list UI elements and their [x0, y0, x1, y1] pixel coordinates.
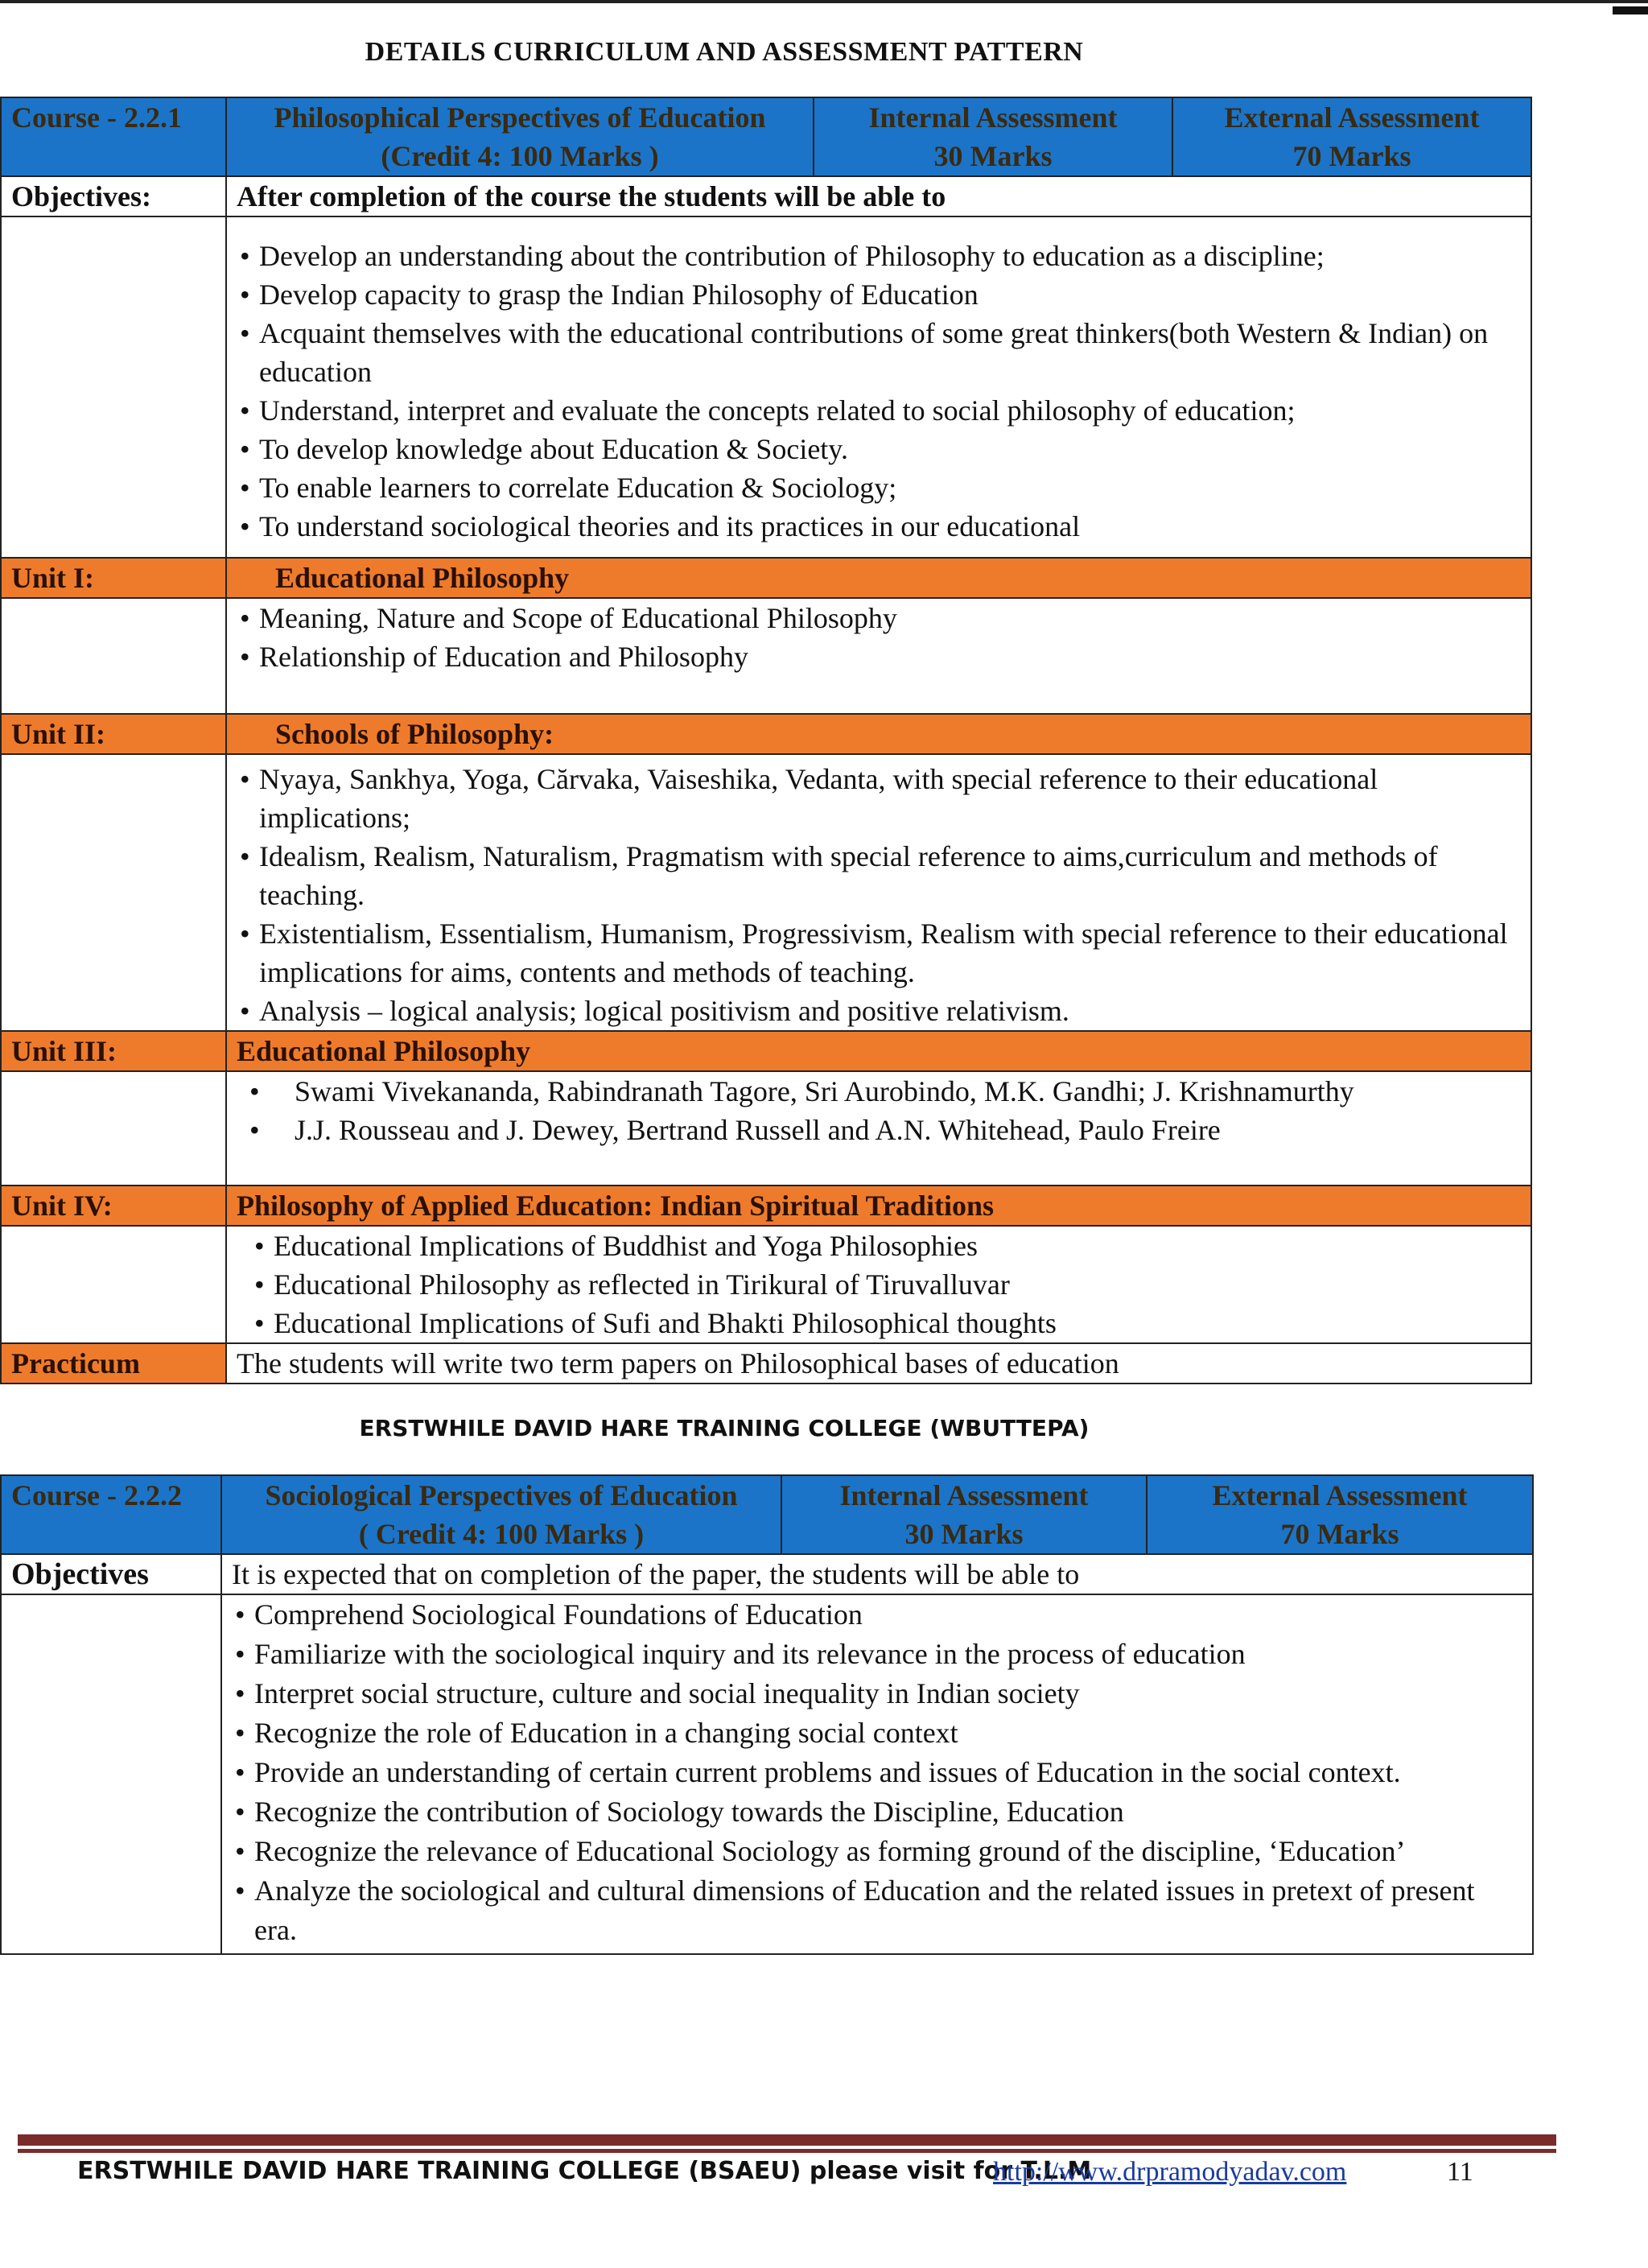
list-item: • Recognize the role of Education in a changing social context	[232, 1713, 1522, 1753]
unit-title: Educational Philosophy	[226, 558, 1531, 598]
list-item: • Interpret social structure, culture and social inequality in Indian society	[232, 1674, 1522, 1713]
unit-label: Unit I:	[1, 558, 226, 598]
list-item: • Recognize the contribution of Sociology towards the Discipline, Education	[232, 1792, 1522, 1832]
course-code: Course - 2.2.1	[1, 97, 226, 176]
list-item: • Idealism, Realism, Naturalism, Pragmatism with special reference to aims,curriculum and methods of teaching.	[237, 837, 1521, 914]
objectives-list	[237, 237, 1521, 546]
objectives-list	[232, 1595, 1522, 1950]
list-item: • Develop an understanding about the contribution of Philosophy to education as a discipline;	[237, 237, 1521, 275]
footer-rule-thin	[18, 2149, 1556, 2153]
objectives-label: Objectives:	[1, 176, 226, 216]
list-item: • Existentialism, Essentialism, Humanism, Progressivism, Realism with special reference to their educational implications for aims, contents and methods of teaching.	[237, 914, 1521, 992]
unit-3-row	[1, 1031, 1531, 1071]
page-number: 11	[1447, 2157, 1473, 2187]
internal-assessment: Internal Assessment 30 Marks	[814, 97, 1172, 176]
objectives-list-row	[1, 1594, 1533, 1954]
unit-1-row	[1, 558, 1531, 598]
top-rule	[0, 0, 1648, 3]
unit-3-items	[237, 1072, 1521, 1149]
list-item: • Analyze the sociological and cultural dimensions of Education and the related issues in pretext of present era.	[232, 1871, 1522, 1950]
unit-2-items	[237, 760, 1521, 1030]
list-item: • To understand sociological theories and its practices in our educational	[237, 507, 1521, 546]
unit-4-row	[1, 1186, 1531, 1226]
practicum-label: Practicum	[1, 1343, 226, 1383]
list-item: • Familiarize with the sociological inquiry and its relevance in the process of education	[232, 1635, 1522, 1674]
unit-4-items	[237, 1227, 1521, 1342]
course-1-table	[0, 97, 1532, 1384]
page-title: DETAILS CURRICULUM AND ASSESSMENT PATTERN	[365, 37, 1084, 67]
list-item: • J.J. Rousseau and J. Dewey, Bertrand Russell and A.N. Whitehead, Paulo Freire	[237, 1111, 1521, 1149]
external-assessment: External Assessment 70 Marks	[1172, 97, 1531, 176]
unit-title: Educational Philosophy	[226, 1031, 1531, 1071]
practicum-row	[1, 1343, 1531, 1383]
list-item: • Meaning, Nature and Scope of Educational Philosophy	[237, 599, 1521, 637]
unit-label: Unit II:	[1, 714, 226, 754]
list-item: • Educational Implications of Buddhist and Yoga Philosophies	[251, 1227, 1521, 1265]
list-item: • Acquaint themselves with the educational contributions of some great thinkers(both Western & Indian) on education	[237, 314, 1521, 391]
unit-2-content	[1, 754, 1531, 1031]
objectives-label: Objectives	[1, 1554, 221, 1594]
college-name-divider: ERSTWHILE DAVID HARE TRAINING COLLEGE (WBUTTEPA)	[359, 1415, 1090, 1441]
course-code: Course - 2.2.2	[1, 1475, 221, 1554]
unit-4-content	[1, 1226, 1531, 1343]
unit-2-row	[1, 714, 1531, 754]
list-item: • Nyaya, Sankhya, Yoga, Cărvaka, Vaiseshika, Vedanta, with special reference to their educational implications;	[237, 760, 1521, 837]
objectives-row	[1, 176, 1531, 216]
unit-3-content	[1, 1071, 1531, 1186]
list-item: • Provide an understanding of certain current problems and issues of Education in the social context.	[232, 1753, 1522, 1792]
list-item: • Recognize the relevance of Educational Sociology as forming ground of the discipline, ‘Education’	[232, 1832, 1522, 1871]
unit-label: Unit IV:	[1, 1186, 226, 1226]
unit-title: Schools of Philosophy:	[226, 714, 1531, 754]
list-item: • Analysis – logical analysis; logical positivism and positive relativism.	[237, 992, 1521, 1030]
list-item: • Understand, interpret and evaluate the concepts related to social philosophy of education;	[237, 391, 1521, 430]
unit-1-items	[237, 599, 1521, 676]
objectives-list-row	[1, 216, 1531, 558]
list-item: • To develop knowledge about Education & Society.	[237, 430, 1521, 468]
course-1-header-row	[1, 97, 1531, 176]
objectives-intro: It is expected that on completion of the paper, the students will be able to	[221, 1554, 1533, 1594]
objectives-intro: After completion of the course the students will be able to	[226, 176, 1531, 216]
list-item: • Relationship of Education and Philosophy	[237, 637, 1521, 676]
list-item: • Develop capacity to grasp the Indian Philosophy of Education	[237, 275, 1521, 314]
footer-rule	[18, 2134, 1556, 2146]
unit-1-content	[1, 598, 1531, 714]
course-2-table	[0, 1474, 1534, 1955]
list-item: • Comprehend Sociological Foundations of Education	[232, 1595, 1522, 1635]
scan-edge-mark	[1613, 6, 1648, 14]
list-item: • Educational Implications of Sufi and Bhakti Philosophical thoughts	[251, 1304, 1521, 1342]
internal-assessment: Internal Assessment 30 Marks	[781, 1475, 1147, 1554]
list-item: • Swami Vivekananda, Rabindranath Tagore, Sri Aurobindo, M.K. Gandhi; J. Krishnamurthy	[237, 1072, 1521, 1111]
course-2-header-row	[1, 1475, 1533, 1554]
course-title: Sociological Perspectives of Education ( Credit 4: 100 Marks )	[221, 1475, 781, 1554]
external-assessment: External Assessment 70 Marks	[1147, 1475, 1533, 1554]
objectives-row	[1, 1554, 1533, 1594]
unit-label: Unit III:	[1, 1031, 226, 1071]
footer-college-text: ERSTWHILE DAVID HARE TRAINING COLLEGE (BSAEU) please visit for T.L.M	[77, 2157, 1092, 2185]
course-title: Philosophical Perspectives of Education (Credit 4: 100 Marks )	[226, 97, 814, 176]
list-item: • To enable learners to correlate Education & Sociology;	[237, 468, 1521, 507]
practicum-text: The students will write two term papers on Philosophical bases of education	[226, 1343, 1531, 1383]
list-item: • Educational Philosophy as reflected in Tirikural of Tiruvalluvar	[251, 1265, 1521, 1304]
unit-title: Philosophy of Applied Education: Indian Spiritual Traditions	[226, 1186, 1531, 1226]
footer-link[interactable]: http://www.drpramodyadav.com	[993, 2157, 1347, 2187]
